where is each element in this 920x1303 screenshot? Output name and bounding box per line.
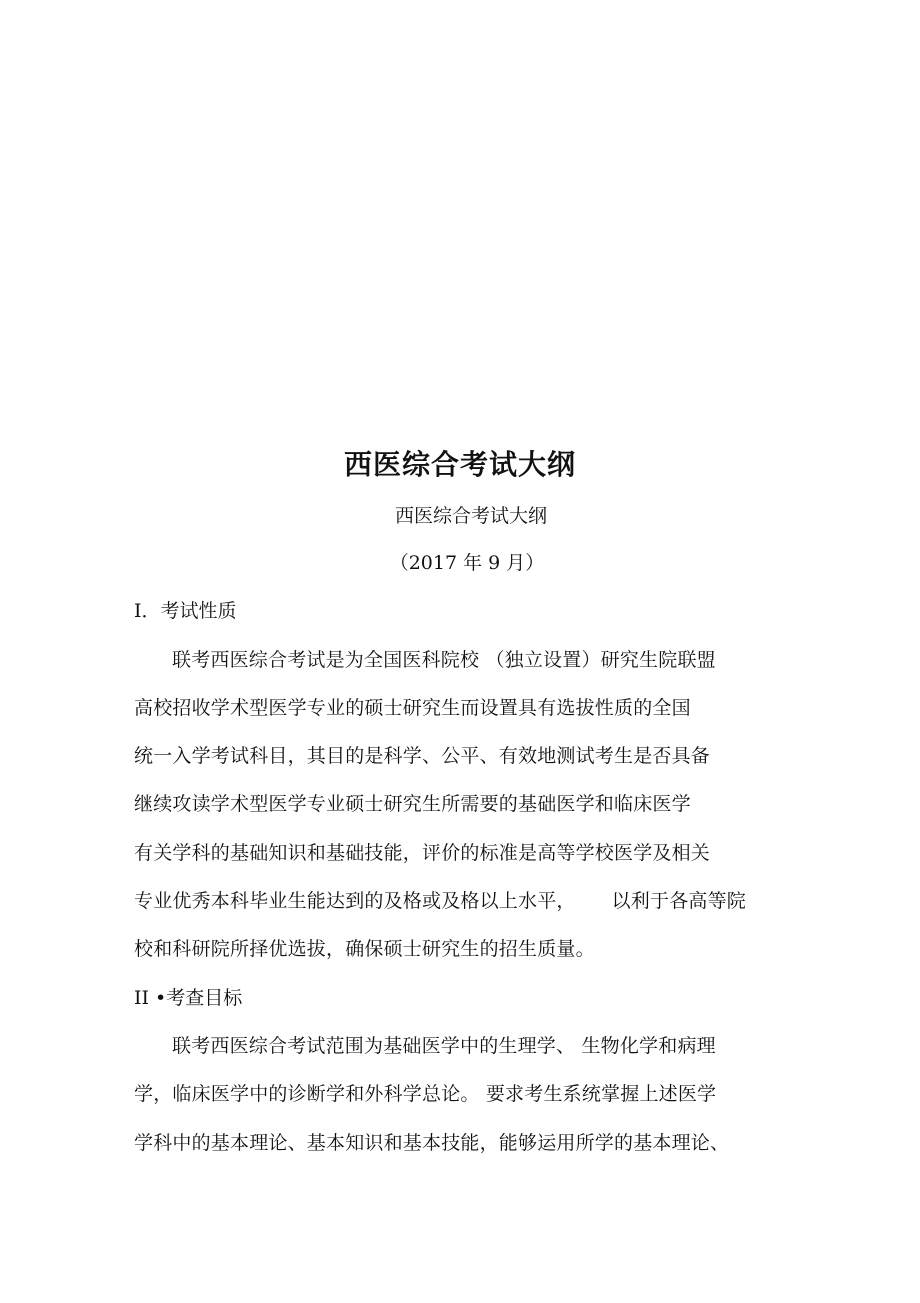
paragraph-line: 学科中的基本理论、基本知识和基本技能，能够运用所学的基本理论、 — [134, 1132, 730, 1154]
paragraph-line-split — [134, 888, 746, 914]
document-subtitle: 西医综合考试大纲 — [394, 505, 547, 527]
paragraph-line: 继续攻读学术型医学专业硕士研究生所需要的基础医学和临床医学 — [134, 793, 691, 815]
document-title: 西医综合考试大纲 — [343, 448, 576, 481]
section-heading-exam-objectives: II •考查目标 — [134, 987, 243, 1009]
section-heading-exam-nature: I．考试性质 — [134, 600, 237, 622]
document-date: （2017 年 9 月） — [389, 552, 545, 574]
paragraph-line: 统一入学考试科目，其目的是科学、公平、有效地测试考生是否具备 — [134, 745, 711, 767]
paragraph-line-part: 专业优秀本科毕业生能达到的及格或及格以上水平， — [134, 890, 576, 912]
paragraph-line-part: 以利于各高等院 — [611, 890, 747, 912]
paragraph-line: 联考西医综合考试范围为基础医学中的生理学、 生物化学和病理 — [172, 1035, 716, 1057]
paragraph-line: 校和科研院所择优选拔，确保硕士研究生的招生质量。 — [134, 938, 595, 960]
paragraph-line: 有关学科的基础知识和基础技能，评价的标准是高等学校医学及相关 — [134, 842, 711, 864]
paragraph-line: 高校招收学术型医学专业的硕士研究生而设置具有选拔性质的全国 — [134, 697, 691, 719]
paragraph-line: 学，临床医学中的诊断学和外科学总论。 要求考生系统掌握上述医学 — [134, 1083, 717, 1105]
paragraph-line: 联考西医综合考试是为全国医科院校 （独立设置）研究生院联盟 — [172, 649, 716, 671]
